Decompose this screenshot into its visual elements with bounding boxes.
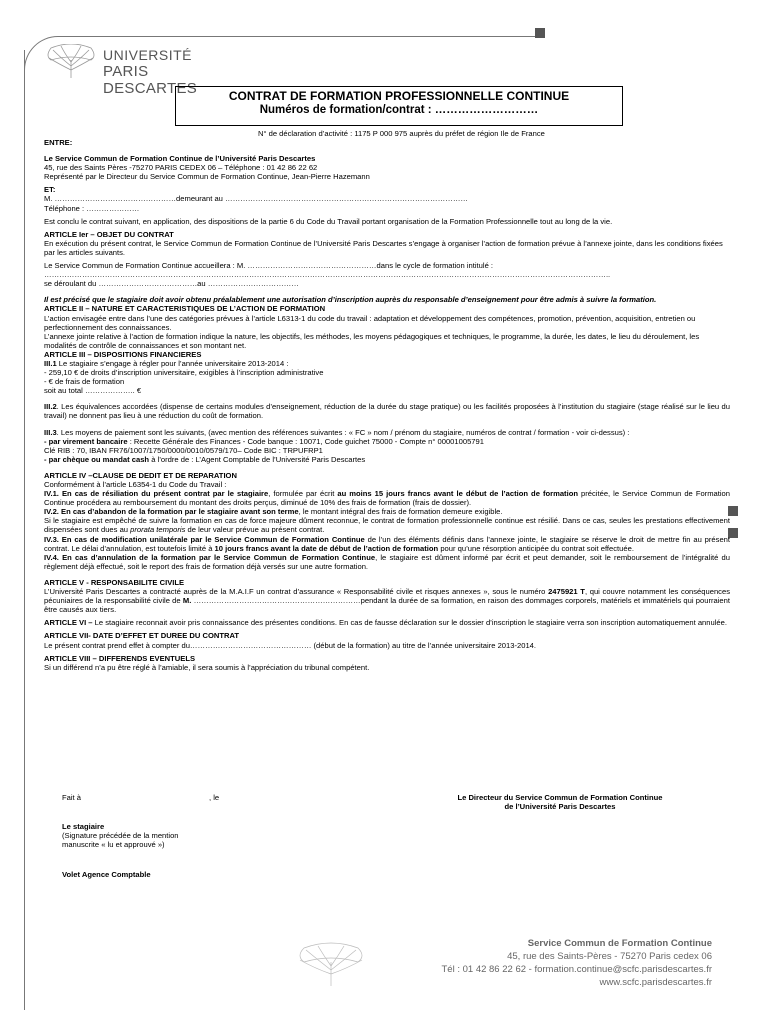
volet-agence-comptable: Volet Agence Comptable (62, 870, 151, 879)
article-5-text-a: L’Université Paris Descartes a contracté auprès de la M.A.I.F un contrat d’assurance « Responsabilité civile et risques annexes », sous le numéro (44, 587, 549, 597)
director-title: Le Directeur du Service Commun de Formation Continue (457, 793, 663, 802)
article-4-intro: Conformément à l’article L6354-1 du Code du Travail : (44, 480, 227, 489)
footer-contact-block (442, 937, 713, 989)
article-4-2-force-majeure (44, 516, 730, 534)
article-3-title: ARTICLE III – DISPOSITIONS FINANCIERES (44, 349, 202, 359)
article-6-title: ARTICLE VI – (44, 618, 93, 628)
contract-title: CONTRAT DE FORMATION PROFESSIONNELLE CONTINUE (228, 89, 570, 103)
article-4-2-text: , le montant intégral des frais de formation demeure exigible. (298, 507, 503, 517)
article-1-title: ARTICLE Ier – OBJET DU CONTRAT (44, 229, 174, 239)
service-representative: Représenté par le Directeur du Service Commun de Formation Continue, Jean-Pierre Hazemann (44, 172, 370, 182)
article-4-2-prorata: prorata temporis (130, 525, 186, 535)
article-8-text: Si un différend n’a pu être réglé à l’amiable, il sera soumis à l’appréciation du tribunal compétent. (44, 662, 370, 672)
article-4-3-text-a: de l’un des éléments définis dans l’annexe jointe, le stagiaire se réserve le droit de mettre fin au présent contrat. Le délai d’annulation, est toutefois limité à (44, 534, 730, 553)
conclu-paragraph: Est conclu le contrat suivant, en application, des dispositions de la partie 6 du Code du Travail portant organisation de la Formation Professionnelle tout au long de la vie. (44, 216, 613, 226)
article-2-annexe: L’annexe jointe relative à l’action de formation indique la nature, les objectifs, les méthodes, les moyens pédagogiques et techniques, le programme, la durée, les dates, le lieu du déroulement, les modalités de contrôle de connaissances et son montant net. (44, 331, 700, 350)
date-label: , le (209, 793, 220, 802)
insurance-number: 2475921 T (548, 587, 585, 597)
article-1-text: En exécution du présent contrat, le Service Commun de Formation Continue de l’Université Paris Descartes s’engage à organiser l’action de formation prévue à l’annexe jointe, dans les conditions fixées par les articles suivants. (44, 238, 723, 257)
article-4-2-heading: IV.2. En cas d’abandon de la formation par le stagiaire avant son terme (44, 507, 299, 517)
payment-cheque-label: - par chèque ou mandat cash (44, 454, 150, 464)
article-3-2-number: III.2 (44, 402, 57, 412)
service-name: Le Service Commun de Formation Continue de l’Université Paris Descartes (44, 154, 316, 164)
payment-rib: Clé RIB : 70, IBAN FR76/1007/1750/0000/0010/0579/170– Code BIC : TRPUFRP1 (44, 445, 323, 455)
article-6 (44, 618, 730, 627)
trainee-note-2: manuscrite « lu et approuvé ») (62, 840, 165, 850)
article-3-1 (44, 359, 730, 368)
director-university: de l’Université Paris Descartes (504, 802, 616, 812)
payment-transfer-text: : Recette Générale des Finances - Code banque : 10071, Code guichet 75000 - Compte n° 00001005791 (127, 436, 484, 446)
payment-cheque-text: à l’ordre de : L’Agent Comptable de l’Université Paris Descartes (149, 454, 366, 464)
article-1-dots: …………………………………………………………………………………………………………………………………………………………………………………………………….. (44, 270, 611, 280)
footer-tree-icon (296, 942, 366, 986)
article-4-1 (44, 489, 730, 507)
article-3-1-number: III.1 (44, 358, 57, 368)
article-3-2-text: . Les équivalences accordées (dispense de certains modules d’enseignement, réduction de la durée du stage pratique) ou les facilités proposées à l’institution du stagiaire (stage réalisé sur le lieu du travail) ne donnent pas lieu à une réduction du coût de formation. (44, 402, 730, 421)
article-3-1-text: Le stagiaire s’engage à régler pour l’année universitaire 2013-2014 : (56, 358, 289, 368)
payment-transfer-label: - par virement bancaire (44, 436, 128, 446)
article-3-3-text: . Les moyens de paiement sont les suivants, (avec mention des références suivantes : « FC » nom / prénom du stagiaire, numéros de contrat / formation - voir ci-dessus) : (56, 427, 630, 437)
corner-square-top (535, 28, 545, 38)
et-label: ET: (44, 185, 56, 195)
page-frame-top (58, 36, 538, 37)
article-4-3-deadline: 10 jours francs avant la date de début de l’action de formation (214, 543, 439, 553)
article-4-2-force-majeure-text: Si le stagiaire est empêché de suivre la formation en cas de force majeure dûment reconnue, le contrat de formation professionnelle continue est résilié. Dans ce cas, seules les prestations effectivement dispensées sont dues au (44, 516, 730, 535)
logo-text-paris-descartes: PARIS DESCARTES (103, 63, 198, 97)
payment-transfer (44, 437, 730, 446)
article-7-text: Le présent contrat prend effet à compter du………………………………………… (début de la formation) au titre de l’année universitaire 2013-2014. (44, 640, 536, 650)
fait-a-label: Fait à (62, 793, 81, 802)
article-3-2 (44, 402, 730, 420)
contract-number-line: Numéros de formation/contrat : ……………………… (259, 104, 539, 116)
article-4-1-text-b: précitée, le Service Commun de Formation Continue procédera au remboursement du montant des droits perçus, diminué de 10% des frais de formation (frais de dossier). (44, 489, 731, 508)
article-4-4-heading: IV.4. En cas d’annulation de la formation par le Service Commun de Formation Continue (44, 552, 376, 562)
page-frame-left (24, 50, 25, 1010)
article-6-text: Le stagiaire reconnait avoir pris connaissance des présentes conditions. En cas de fausse déclaration sur le dossier d’inscription le stagiaire verra son inscription automatiquement annulée. (92, 618, 727, 628)
article-3-1-training-fees: - € de frais de formation (44, 377, 125, 387)
article-5-title: ARTICLE V - RESPONSABILITE CIVILE (44, 577, 185, 587)
footer-address: 45, rue des Saints-Pères - 75270 Paris cedex 06 (507, 951, 712, 962)
article-4-1-deadline: au moins 15 jours francs avant le début de l’action de formation (337, 489, 578, 499)
article-3-3-number: III.3 (44, 427, 57, 437)
article-4-4 (44, 553, 730, 571)
article-2-text: L’action envisagée entre dans l’une des catégories prévues à l’article L6313-1 du code du travail : adaptation et développement des compétences, promotion, prévention, acquisition, entretien ou perfectionnement des connaissances. (44, 313, 696, 332)
contract-title-box (175, 86, 623, 126)
article-4-3 (44, 535, 730, 553)
trainee-signature-block (62, 822, 179, 849)
article-1-accueil: Le Service Commun de Formation Continue accueillera : M. ……………………………………………dans le cycle de formation intitulé : (44, 261, 494, 271)
footer-website[interactable]: www.scfc.parisdescartes.fr (599, 977, 712, 988)
article-4-1-heading: IV.1. En cas de résiliation du présent contrat par le stagiaire (44, 489, 269, 499)
tree-logo-icon (45, 44, 97, 78)
article-5-text-c: …………………………………………………………pendant la durée de sa formation, en raison des dommages corporels, matériels et immatériels qui pourraient être causés aux tiers. (44, 596, 730, 615)
article-3-3 (44, 428, 730, 437)
director-signature-block (410, 793, 710, 811)
article-4-1-text-a: , formulée par écrit (268, 489, 338, 499)
article-4-3-heading: IV.3. En cas de modification unilatérale par le Service Commun de Formation Continue (44, 534, 365, 544)
article-8-title: ARTICLE VIII – DIFFERENDS EVENTUELS (44, 653, 196, 663)
article-1-deroulant: se déroulant du …………………………………au ……………………………… (44, 279, 299, 289)
trainee-note-1: (Signature précédée de la mention (62, 831, 179, 841)
article-3-1-total: soit au total ……………….. € (44, 386, 142, 396)
article-4-2 (44, 507, 730, 516)
article-4-2-end: de leur valeur prévue au présent contrat. (185, 525, 325, 535)
prerequisite-notice: Il est précisé que le stagiaire doit avoir obtenu préalablement une autorisation d’inscription auprès du responsable d’enseignement pour être admis à suivre la formation. (44, 295, 657, 305)
article-4-4-text: , le stagiaire est dûment informé par écrit et peut demander, soit le remboursement de l’intégralité du règlement déjà effectué, soit le report des frais de formation déjà versés sur une autre formation. (44, 552, 730, 571)
article-2-title: ARTICLE II – NATURE ET CARACTERISTIQUES DE L’ACTION DE FORMATION (44, 304, 326, 314)
article-5-text (44, 587, 730, 614)
contract-body (44, 138, 730, 672)
article-5-text-b: , qui couvre notamment les conséquences pécuniaires de la responsabilité civile de (44, 587, 730, 606)
article-4-title: ARTICLE IV –CLAUSE DE DEDIT ET DE REPARATION (44, 470, 237, 480)
trainee-name-line: M. …………………………………………demeurant au …………………………………………………………………………………… (44, 194, 469, 204)
service-address: 45, rue des Saints Pères -75270 PARIS CEDEX 06 – Téléphone : 01 42 86 22 62 (44, 163, 318, 173)
university-logo (45, 44, 245, 97)
trainee-label: Le stagiaire (62, 822, 105, 831)
footer-contact: Tél : 01 42 86 22 62 - formation.continue@scfc.parisdescartes.fr (441, 964, 712, 975)
entre-label: ENTRE: (44, 138, 73, 147)
article-7-title: ARTICLE VII- DATE D’EFFET ET DUREE DU CONTRAT (44, 631, 240, 641)
article-4-3-text-b: pour qu’une résorption anticipée du contrat soit effectuée. (438, 543, 634, 553)
declaration-line: N° de déclaration d’activité : 1175 P 000 975 auprès du préfet de région Ile de France (258, 129, 545, 138)
payment-cheque (44, 455, 730, 464)
article-5-m: M. (182, 596, 192, 606)
article-3-1-fees: - 259,10 € de droits d’inscription universitaire, exigibles à l’inscription administrative (44, 368, 324, 378)
logo-text-universite: UNIVERSITÉ (103, 47, 193, 63)
footer-title: Service Commun de Formation Continue (527, 938, 712, 949)
trainee-telephone: Téléphone : ………………… (44, 203, 140, 213)
